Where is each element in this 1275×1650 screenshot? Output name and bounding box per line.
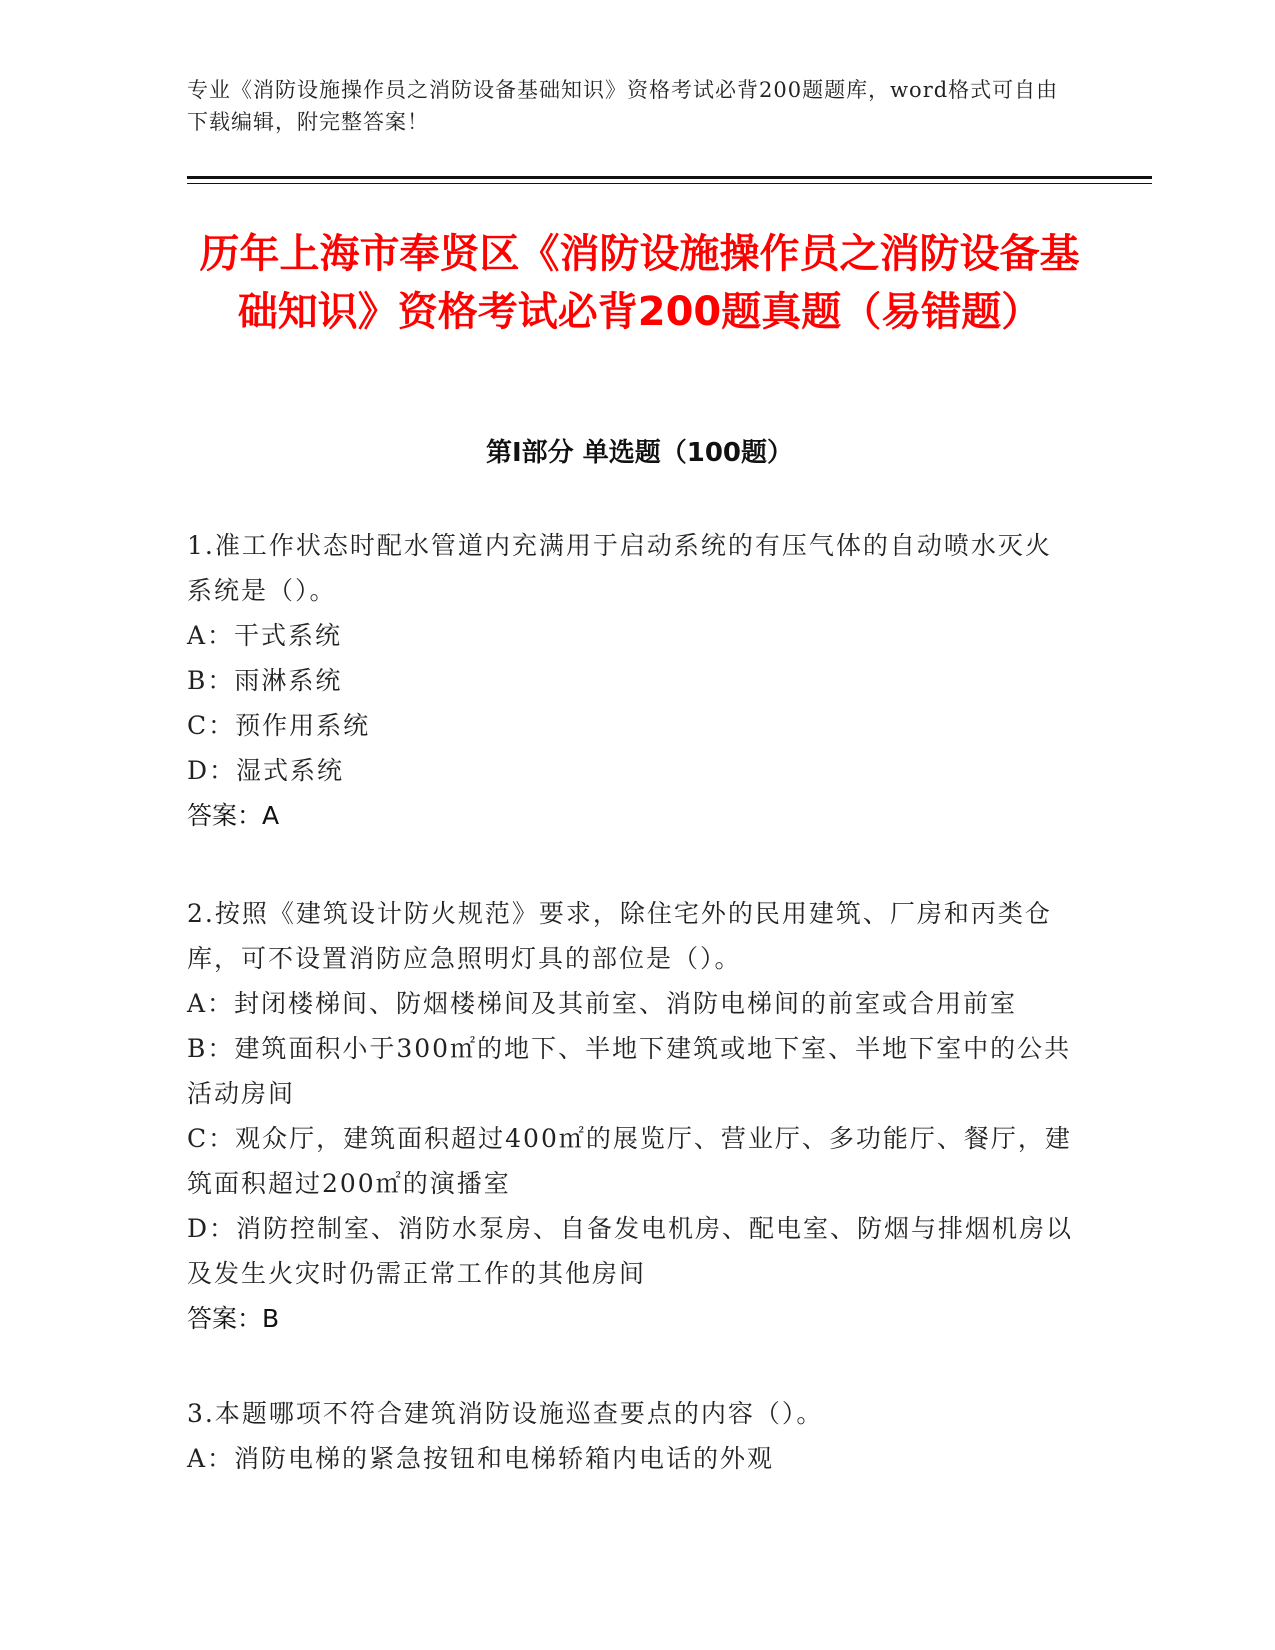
answer: 答案：A [187, 801, 280, 830]
question-2 [187, 891, 1077, 1341]
option-a: A：干式系统 [187, 621, 343, 650]
question-1 [187, 523, 1077, 838]
question-text: 2.按照《建筑设计防火规范》要求，除住宅外的民用建筑、厂房和丙类仓库，可不设置消防应急照明灯具的部位是（）。 [187, 899, 1052, 973]
option-d: D：消防控制室、消防水泵房、自备发电机房、配电室、防烟与排烟机房以及发生火灾时仍需正常工作的其他房间 [187, 1214, 1074, 1288]
option-c: C：观众厅，建筑面积超过400㎡的展览厅、营业厅、多功能厅、餐厅，建筑面积超过200㎡的演播室 [187, 1124, 1072, 1198]
section-heading: 第I部分 单选题（100题） [486, 438, 793, 468]
header-divider-thick [187, 176, 1152, 179]
header-note: 专业《消防设施操作员之消防设备基础知识》资格考试必背200题题库，word格式可自由下载编辑，附完整答案！ [187, 78, 1059, 134]
question-3 [187, 1391, 1077, 1481]
option-c: C：预作用系统 [187, 711, 371, 740]
question-text: 3.本题哪项不符合建筑消防设施巡查要点的内容（）。 [187, 1399, 824, 1428]
option-b: B：建筑面积小于300㎡的地下、半地下建筑或地下室、半地下室中的公共活动房间 [187, 1034, 1072, 1108]
option-b: B：雨淋系统 [187, 666, 343, 695]
question-text: 1.准工作状态时配水管道内充满用于启动系统的有压气体的自动喷水灭火系统是（）。 [187, 531, 1052, 605]
option-a: A：封闭楼梯间、防烟楼梯间及其前室、消防电梯间的前室或合用前室 [187, 989, 1018, 1018]
header-divider-thin [187, 183, 1152, 184]
answer: 答案：B [187, 1304, 280, 1333]
option-d: D：湿式系统 [187, 756, 345, 785]
document-title: 历年上海市奉贤区《消防设施操作员之消防设备基础知识》资格考试必背200题真题（易错题） [199, 231, 1080, 335]
option-a: A：消防电梯的紧急按钮和电梯轿箱内电话的外观 [187, 1444, 775, 1473]
